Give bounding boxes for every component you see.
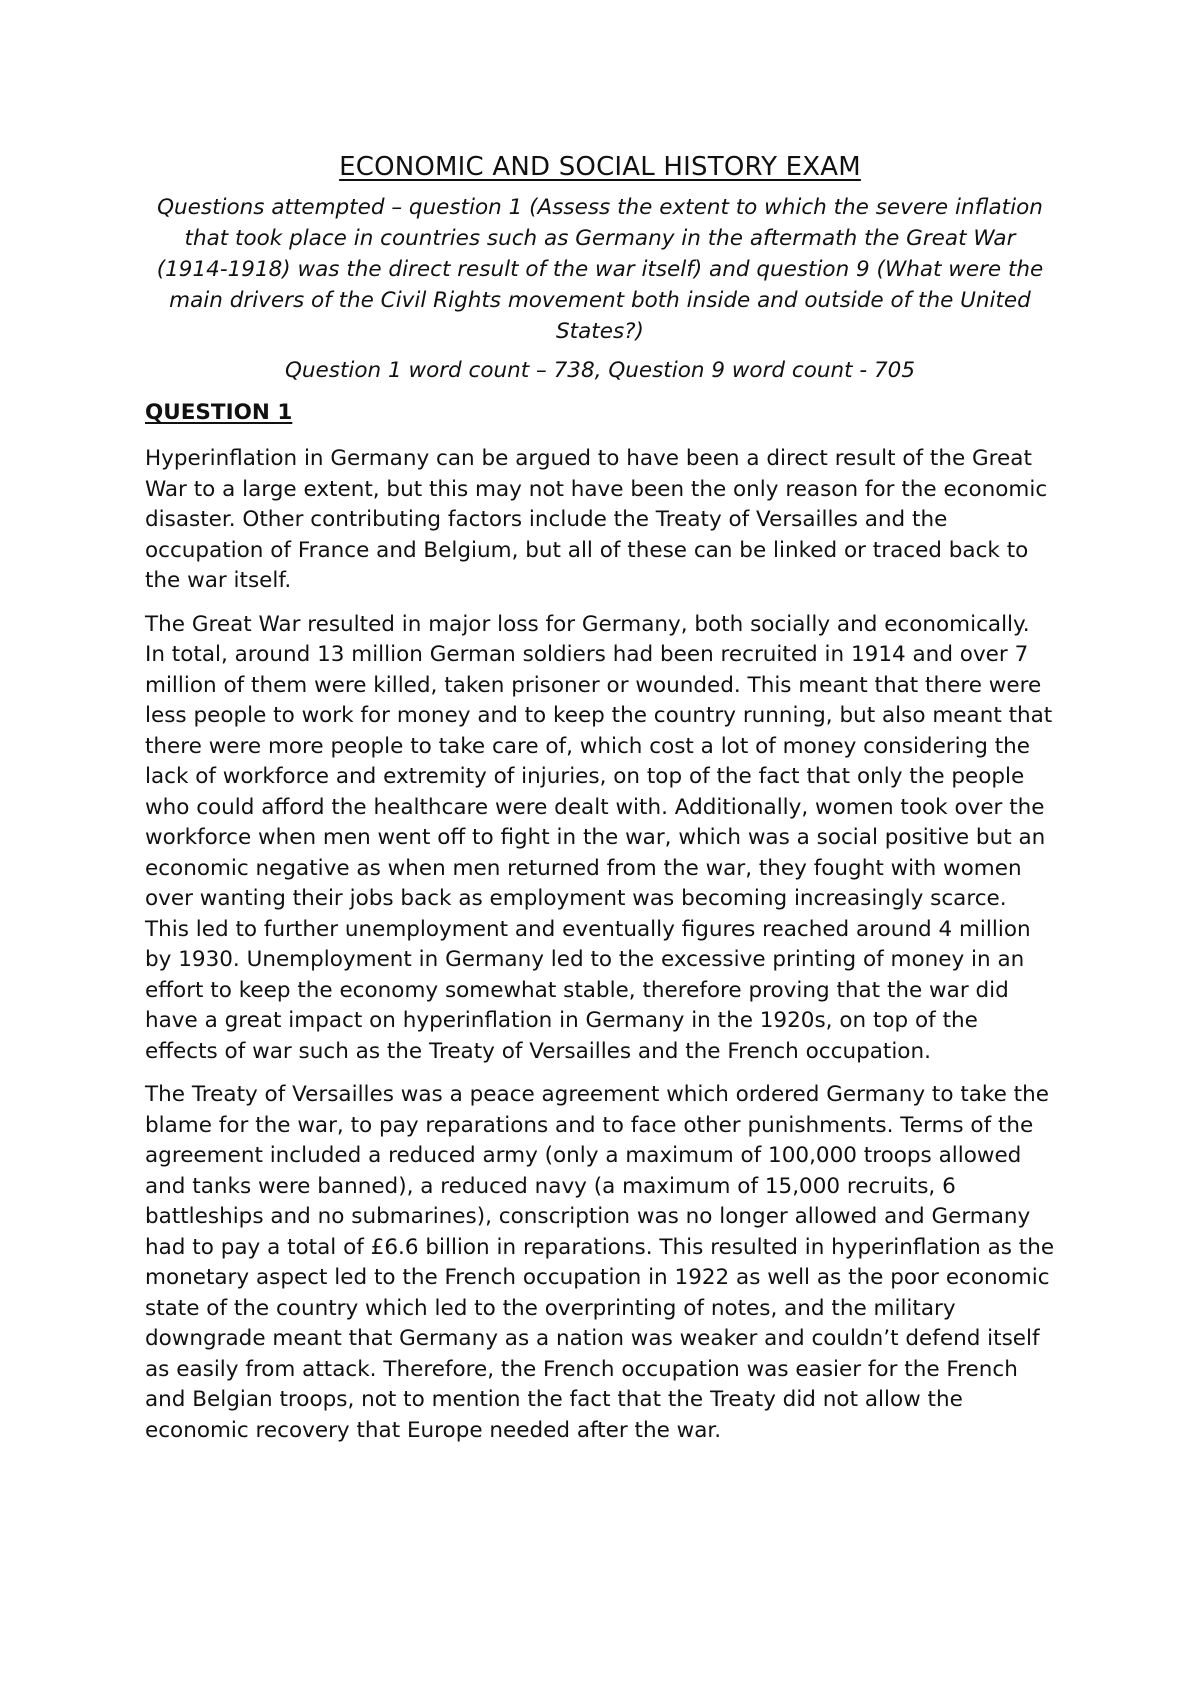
paragraph: Hyperinflation in Germany can be argued to have been a direct result of the Great War to a large extent, but this may not have been the only reason for the economic disaster. Other contributing factors include the Treaty of Versailles and the occupation of France and Belgium, but all of these can be linked or traced back to the war itself. <box>145 446 1048 593</box>
document-title: ECONOMIC AND SOCIAL HISTORY EXAM <box>339 152 861 182</box>
section-heading-question-1: QUESTION 1 <box>145 400 293 425</box>
questions-attempted: Questions attempted – question 1 (Assess the extent to which the severe inflation that took place in countries such as Germany in the aftermath the Great War (1914-1918) was the direct result of the war itself) and question 9 (What were the main drivers of the Civil Rights movement both inside and outside of the United States?) <box>156 195 1044 344</box>
paragraph: The Treaty of Versailles was a peace agreement which ordered Germany to take the blame for the war, to pay reparations and to face other punishments. Terms of the agreement included a reduced army (only a maximum of 100,000 troops allowed and tanks were banned), a reduced navy (a maximum of 15,000 recruits, 6 battleships and no submarines), conscription was no longer allowed and Germany had to pay a total of £6.6 billion in reparations. This resulted in hyperinflation as the monetary aspect led to the French occupation in 1922 as well as the poor economic state of the country which led to the overprinting of notes, and the military downgrade meant that Germany as a nation was weaker and couldn’t defend itself as easily from attack. Therefore, the French occupation was easier for the French and Belgian troops, not to mention the fact that the Treaty did not allow the economic recovery that Europe needed after the war. <box>145 1082 1055 1443</box>
paragraph: The Great War resulted in major loss for Germany, both socially and economically. In total, around 13 million German soldiers had been recruited in 1914 and over 7 million of them were killed, taken prisoner or wounded. This meant that there were less people to work for money and to keep the country running, but also meant that there were more people to take care of, which cost a lot of money considering the lack of workforce and extremity of injuries, on top of the fact that only the people who could afford the healthcare were dealt with. Additionally, women took over the workforce when men went off to fight in the war, which was a social positive but an economic negative as when men returned from the war, they fought with women over wanting their jobs back as employment was becoming increasingly scarce. This led to further unemployment and eventually figures reached around 4 million by 1930. Unemployment in Germany led to the excessive printing of money in an effort to keep the economy somewhat stable, therefore proving that the war did have a great impact on hyperinflation in Germany in the 1920s, on top of the effects of war such as the Treaty of Versailles and the French occupation. <box>145 611 1053 1064</box>
word-count: Question 1 word count – 738, Question 9 word count - 705 <box>284 358 916 383</box>
document-content <box>145 150 1055 1459</box>
